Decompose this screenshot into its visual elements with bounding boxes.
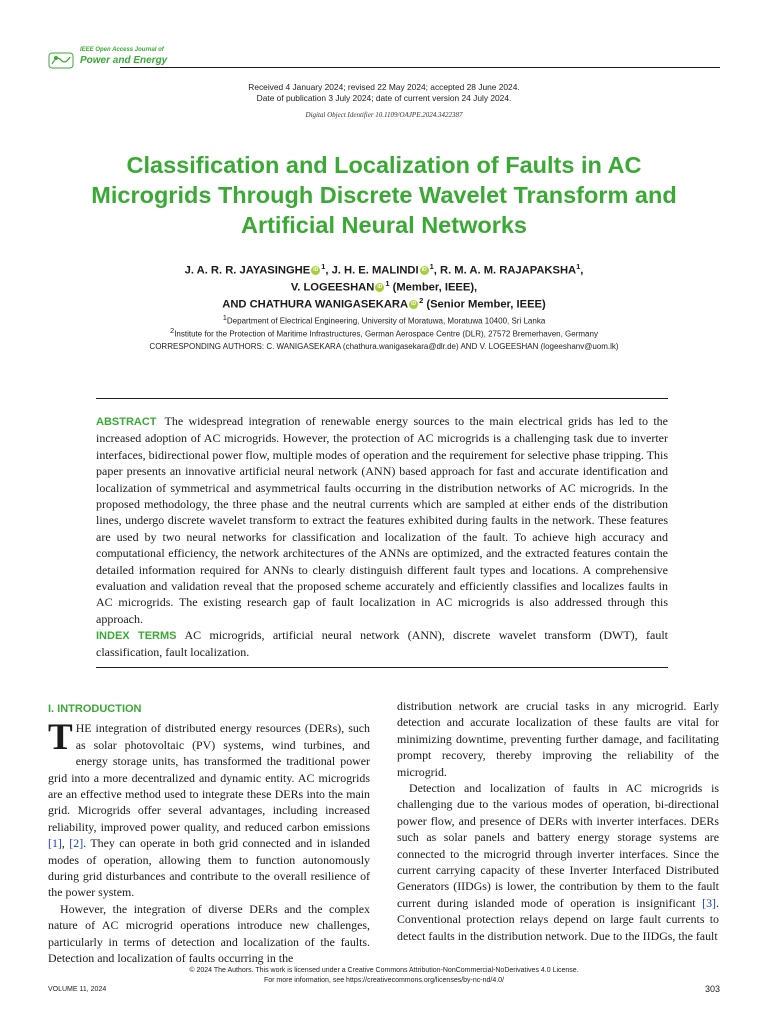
- license-link[interactable]: For more information, see https://creativecommons.org/licenses/by-nc-nd/4.0/: [263, 977, 505, 984]
- affiliation-2: [0, 326, 768, 339]
- author-name: AND CHATHURA WANIGASEKARA: [222, 298, 409, 311]
- license-notice: © 2024 The Authors. This work is licensed under a Creative Commons Attribution-NonCommercial-NoDerivatives 4.0 License.: [189, 967, 579, 974]
- affiliation-text: Department of Electrical Engineering, University of Moratuwa, Moratuwa 10400, Sri Lanka: [226, 316, 546, 326]
- paper-title: Classification and Localization of Faults in AC Microgrids Through Discrete Wavelet Transform and Artificial Neural Networks: [91, 152, 677, 238]
- header-divider: [120, 67, 720, 68]
- section-heading: I. INTRODUCTION: [48, 703, 142, 715]
- paragraph-text: . They can operate in both grid connected and in islanded modes of operation, allowing them to function autonomously during grid disturbances and contribute to the overall resilience of the power system.: [48, 836, 371, 900]
- affiliation-1: [0, 313, 768, 326]
- journal-name[interactable]: Power and Energy: [80, 55, 168, 66]
- author-line-1: [0, 262, 768, 277]
- orcid-icon[interactable]: iD: [313, 266, 319, 273]
- author-name: , R. M. A. M. RAJAPAKSHA: [433, 264, 577, 277]
- author-line-3: [0, 296, 768, 311]
- author-name: V. LOGEESHAN: [290, 281, 375, 294]
- journal-name-small: IEEE Open Access Journal of: [80, 47, 164, 53]
- page-number: 303: [704, 984, 720, 994]
- affiliation-marker: 1: [429, 262, 434, 271]
- orcid-icon[interactable]: iD: [411, 300, 417, 307]
- paragraph-text: HE integration of distributed energy resources (DERs), such as solar photovoltaic (PV) systems, wind turbines, and energy storage units, has transformed the traditional power grid into a more decentralized and dynamic entity. AC microgrids are an effective method used to integrate these DERs into the main grid. Microgrids offer several advantages, including increased reliability, improved power quality, and reduced carbon emissions: [48, 721, 370, 834]
- paragraph: [48, 717, 371, 900]
- abstract-label: ABSTRACT: [96, 416, 157, 428]
- author-membership: (Senior Member, IEEE): [423, 298, 546, 311]
- paragraph: distribution network are crucial tasks in any microgrid. Early detection and accurate localization of these faults are vital for minimizing downtime, preventing further damage, and facilitating prompt recovery, thereby improving the reliability of the microgrid.: [397, 699, 719, 779]
- affiliation-marker: 1: [321, 262, 326, 271]
- orcid-icon[interactable]: iD: [377, 283, 383, 290]
- citation-link[interactable]: [3]: [702, 895, 717, 910]
- index-terms: [96, 627, 668, 661]
- doi[interactable]: Digital Object Identifier 10.1109/OAJPE.2024.3422387: [305, 111, 463, 119]
- abstract-text: The widespread integration of renewable energy sources to the main electrical grids has led to the increased adoption of AC microgrids. However, the protection of AC microgrids is a challenging task due to inverter interfaces, bidirectional power flow, multiple modes of operation and the requirement for selective phase tripping. This paper presents an innovative artificial neural network (ANN) based approach for fast and accurate identification and localization of symmetrical and asymmetrical faults occurring in the distribution networks of AC microgrids. In the proposed methodology, the three phase and the neutral currents which are sampled at either ends of the distribution lines, undergo discrete wavelet transform to extract the features exhibited during faults in the network. These features are used by two neural networks for classification and localization of the fault. To achieve high accuracy and computational efficiency, the network architectures of the ANNs are optimized, and the extracted features contain the detailed information required for ANNs to clearly distinguish different fault types and locations. A comprehensive evaluation and validation reveal that the proposed scheme accurately and efficiently classifies and localizes faults in AC microgrids. The existing research gap of fault localization in AC microgrids is also addressed through this approach.: [96, 414, 668, 626]
- paragraph: However, the integration of diverse DERs and the complex nature of AC microgrid operations introduce new challenges, particularly in terms of detection and localization of the faults. Detection and localization of faults occurring in the: [48, 901, 370, 966]
- paragraph: [397, 780, 719, 944]
- affiliation-marker: 1: [576, 262, 581, 271]
- author-name: , J. H. E. MALINDI: [325, 264, 419, 277]
- corresponding-authors: CORRESPONDING AUTHORS: C. WANIGASEKARA (chathura.wanigasekara@dlr.de) AND V. LOGEESHAN (logeeshanv@uom.lk): [149, 342, 619, 351]
- orcid-icon[interactable]: iD: [421, 266, 427, 273]
- volume-info: VOLUME 11, 2024: [48, 986, 107, 993]
- affiliation-marker: 2: [419, 296, 424, 305]
- index-terms-text: AC microgrids, artificial neural network (ANN), discrete wavelet transform (DWT), fault classification, fault localization.: [96, 628, 668, 660]
- abstract-top-divider: [96, 398, 668, 399]
- abstract: [96, 413, 668, 627]
- received-dates: Received 4 January 2024; revised 22 May 2024; accepted 28 June 2024.: [248, 82, 520, 92]
- affiliation-marker: 1: [385, 279, 390, 288]
- affiliation-number: 2: [170, 326, 175, 335]
- affiliation-text: Institute for the Protection of Maritime Infrastructures, German Aerospace Centre (DLR), 27572 Bremerhaven, Germany: [174, 329, 598, 339]
- journal-logo-icon: [48, 50, 74, 70]
- citation-link[interactable]: [1]: [48, 836, 62, 851]
- publication-dates: Date of publication 3 July 2024; date of current version 24 July 2024.: [256, 93, 512, 103]
- journal-header: [48, 46, 720, 70]
- author-name: J. A. R. R. JAYASINGHE: [184, 264, 311, 277]
- paragraph-text: Detection and localization of faults in AC microgrids is challenging due to the various modes of operation, bi-directional power flow, and presence of DERs with inverter interfaces. DERs such as solar panels and battery energy storage systems are connected to the microgrid through inverter interfaces. Since the current carrying capacity of these Inverter Interfaced Distributed Generators (IIDGs) is lower, the contribution by them to the fault current during islanded mode of operation is insignificant: [397, 781, 719, 910]
- right-column: [397, 698, 719, 944]
- dropcap: T: [48, 717, 73, 759]
- index-terms-label: INDEX TERMS: [96, 630, 177, 642]
- author-membership: (Member, IEEE),: [389, 281, 478, 294]
- left-column: [48, 701, 370, 967]
- author-separator: ,: [580, 264, 584, 277]
- paragraph-text: . Conventional protection relays depend on large fault currents to detect faults in the distribution network. Due to the IIDGs, the fault: [397, 895, 719, 943]
- citation-separator: ,: [61, 836, 70, 851]
- affiliation-number: 1: [222, 313, 227, 322]
- author-line-2: [0, 279, 768, 294]
- abstract-bottom-divider: [96, 667, 668, 668]
- citation-link[interactable]: [2]: [69, 836, 84, 851]
